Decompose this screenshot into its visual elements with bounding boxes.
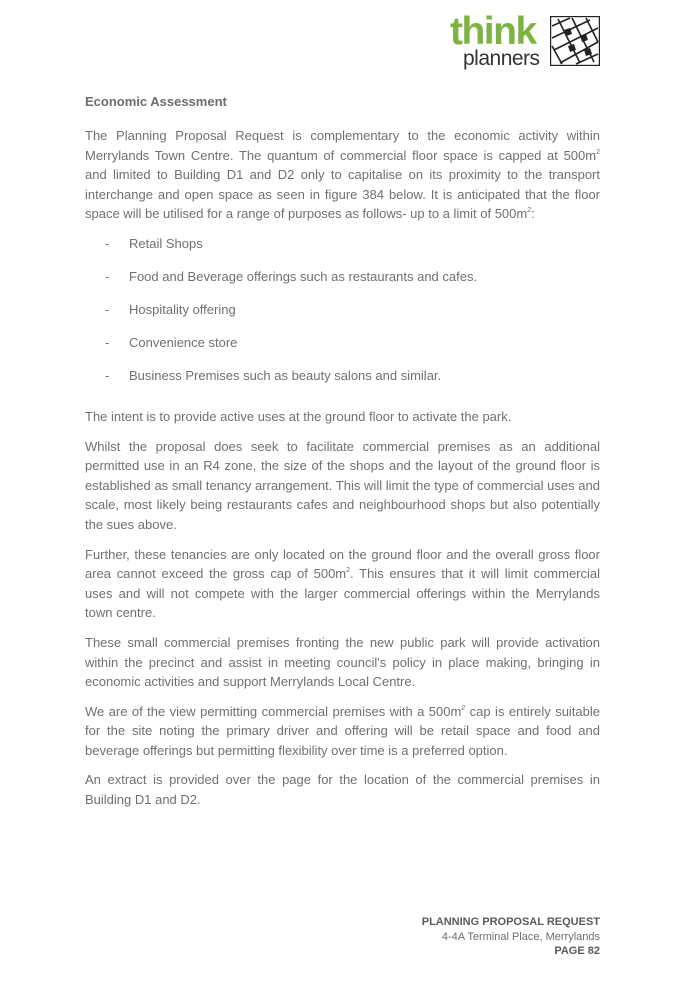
paragraph-whilst: Whilst the proposal does seek to facilitate commercial premises as an additional permitted use in an R4 zone, the size of the shops and the layout of the ground floor is established as small tenancy arrangement. This will limit the type of commercial uses and scale, most likely being restaurants cafes and neighbourhood shops but also potentially the sues above.: [85, 438, 600, 532]
body-text: [85, 126, 600, 820]
think-planners-logo: [450, 10, 602, 70]
list-dash: -: [105, 367, 110, 383]
page-number: PAGE 82: [554, 945, 600, 957]
paragraph-text: :: [531, 206, 535, 222]
superscript: 2: [346, 567, 351, 575]
use-list: [85, 234, 600, 399]
footer-document-title: PLANNING PROPOSAL REQUEST: [421, 916, 600, 928]
paragraph-intro: [85, 126, 600, 224]
paragraph-text: and limited to Building D1 and D2 only to capitalise on its proximity to the transport interchange and open space as seen in figure 384 below. It is anticipated that the floor space will be utilised for a range of purposes as follows- up to a limit of 500m: [85, 167, 600, 222]
list-item: [85, 267, 600, 300]
list-dash: -: [105, 268, 110, 284]
paragraph-view: [85, 702, 600, 761]
paragraph-further: [85, 545, 600, 623]
list-item-text: Convenience store: [129, 334, 238, 350]
paragraph-text: . This ensures that it will limit commercial uses and will not compete with the larger commercial offerings within the Merrylands town centre.: [85, 566, 601, 621]
section-heading: Economic Assessment: [85, 94, 227, 109]
logo-word-think: think: [450, 10, 536, 53]
list-item-text: Retail Shops: [129, 235, 203, 251]
list-item: [85, 300, 600, 333]
list-item-text: Food and Beverage offerings such as restaurants and cafes.: [129, 268, 478, 284]
superscript: 2: [461, 704, 466, 712]
paragraph-text: We are of the view permitting commercial premises with a 500m: [85, 703, 462, 719]
paragraph-activation: These small commercial premises fronting the new public park will provide activation within the precinct and assist in meeting council's policy in place making, bringing in economic activities and support Merrylands Local Centre.: [85, 634, 600, 690]
paragraph-intent: The intent is to provide active uses at the ground floor to activate the park.: [85, 408, 512, 424]
list-dash: -: [105, 301, 110, 317]
logo-map-grid-icon: [550, 16, 600, 66]
paragraph-text: The Planning Proposal Request is complementary to the economic activity within Merrylands Town Centre. The quantum of commercial floor space is capped at 500m: [85, 128, 600, 163]
paragraph-text: cap is entirely suitable for the site noting the primary driver and offering will be retail space and food and beverage offerings but permitting flexibility over time is a preferred option.: [85, 703, 601, 758]
footer-address: 4-4A Terminal Place, Merrylands: [441, 930, 600, 943]
list-item-text: Hospitality offering: [129, 301, 236, 317]
list-item: [85, 234, 600, 267]
list-item: [85, 333, 600, 366]
superscript: 2: [527, 207, 532, 215]
list-item-text: Business Premises such as beauty salons and similar.: [129, 367, 442, 383]
logo-word-planners: planners: [463, 47, 540, 70]
list-dash: -: [105, 334, 110, 350]
list-item: [85, 366, 600, 399]
superscript: 2: [596, 148, 600, 156]
paragraph-extract: An extract is provided over the page for the location of the commercial premises in Building D1 and D2.: [85, 772, 600, 808]
list-dash: -: [105, 235, 110, 251]
page-footer: [422, 915, 600, 959]
paragraph-text: Further, these tenancies are only located on the ground floor and the overall gross floor area cannot exceed the gross cap of 500m: [85, 546, 600, 582]
